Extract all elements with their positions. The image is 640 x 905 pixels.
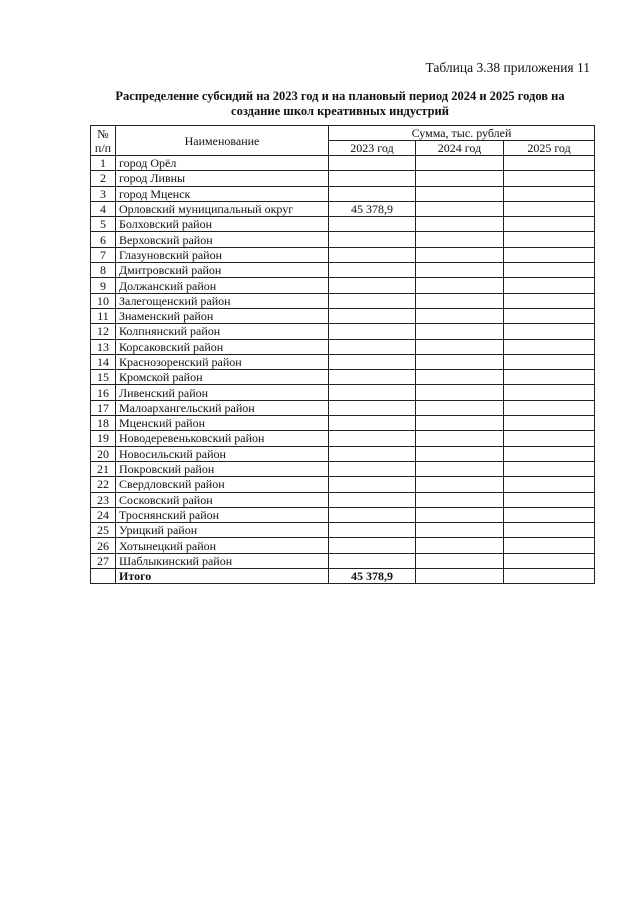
- header-num-line-1: №: [97, 126, 109, 141]
- row-value-2023: [329, 523, 416, 538]
- row-value-2025: [504, 247, 595, 262]
- row-number: 6: [91, 232, 116, 247]
- total-value-2025: [504, 569, 595, 584]
- row-value-2023: [329, 492, 416, 507]
- row-value-2024: [416, 217, 504, 232]
- row-name: Новосильский район: [116, 446, 329, 461]
- row-number: 27: [91, 553, 116, 568]
- row-name: Залегощенский район: [116, 293, 329, 308]
- row-value-2025: [504, 156, 595, 171]
- table-row: [91, 400, 595, 415]
- table-row: [91, 217, 595, 232]
- row-value-2024: [416, 416, 504, 431]
- row-value-2023: 45 378,9: [329, 201, 416, 216]
- row-value-2025: [504, 431, 595, 446]
- header-2024: 2024 год: [416, 141, 504, 156]
- row-value-2023: [329, 385, 416, 400]
- table-row: [91, 416, 595, 431]
- row-name: Урицкий район: [116, 523, 329, 538]
- table-row: [91, 385, 595, 400]
- row-value-2025: [504, 354, 595, 369]
- header-2023: 2023 год: [329, 141, 416, 156]
- row-number: 18: [91, 416, 116, 431]
- row-value-2024: [416, 263, 504, 278]
- row-value-2023: [329, 247, 416, 262]
- header-2025: 2025 год: [504, 141, 595, 156]
- row-value-2025: [504, 538, 595, 553]
- row-value-2025: [504, 324, 595, 339]
- row-number: 23: [91, 492, 116, 507]
- row-value-2023: [329, 293, 416, 308]
- row-value-2023: [329, 461, 416, 476]
- header-name: Наименование: [116, 126, 329, 156]
- table-row: [91, 278, 595, 293]
- row-value-2023: [329, 171, 416, 186]
- row-value-2024: [416, 339, 504, 354]
- row-value-2024: [416, 247, 504, 262]
- row-name: Орловский муниципальный округ: [116, 201, 329, 216]
- title-line-2: создание школ креативных индустрий: [231, 104, 449, 118]
- row-name: Кромской район: [116, 370, 329, 385]
- table-row: [91, 263, 595, 278]
- row-number: 21: [91, 461, 116, 476]
- table-row: [91, 186, 595, 201]
- row-number: 25: [91, 523, 116, 538]
- row-value-2024: [416, 446, 504, 461]
- row-name: Должанский район: [116, 278, 329, 293]
- row-value-2024: [416, 492, 504, 507]
- row-number: 15: [91, 370, 116, 385]
- table-body: [91, 156, 595, 584]
- row-name: город Орёл: [116, 156, 329, 171]
- row-value-2023: [329, 354, 416, 369]
- row-value-2023: [329, 339, 416, 354]
- row-value-2023: [329, 232, 416, 247]
- row-name: Ливенский район: [116, 385, 329, 400]
- row-value-2023: [329, 477, 416, 492]
- row-number: 13: [91, 339, 116, 354]
- total-row: [91, 569, 595, 584]
- row-value-2025: [504, 293, 595, 308]
- row-value-2024: [416, 477, 504, 492]
- row-value-2023: [329, 507, 416, 522]
- row-name: Мценский район: [116, 416, 329, 431]
- row-value-2024: [416, 538, 504, 553]
- header-sum: Сумма, тыс. рублей: [329, 126, 595, 141]
- row-value-2025: [504, 339, 595, 354]
- row-value-2025: [504, 370, 595, 385]
- table-row: [91, 553, 595, 568]
- total-value-2023: 45 378,9: [329, 569, 416, 584]
- table-row: [91, 523, 595, 538]
- row-value-2024: [416, 171, 504, 186]
- row-value-2024: [416, 156, 504, 171]
- row-value-2024: [416, 507, 504, 522]
- row-value-2025: [504, 263, 595, 278]
- row-value-2025: [504, 507, 595, 522]
- table-row: [91, 507, 595, 522]
- row-number: 22: [91, 477, 116, 492]
- table-row: [91, 201, 595, 216]
- row-value-2025: [504, 461, 595, 476]
- subsidy-table: [90, 125, 595, 584]
- row-value-2024: [416, 201, 504, 216]
- row-number: 19: [91, 431, 116, 446]
- row-value-2025: [504, 308, 595, 323]
- row-value-2023: [329, 446, 416, 461]
- row-value-2024: [416, 400, 504, 415]
- table-row: [91, 446, 595, 461]
- row-value-2023: [329, 186, 416, 201]
- row-value-2025: [504, 477, 595, 492]
- row-number: 24: [91, 507, 116, 522]
- total-label: Итого: [116, 569, 329, 584]
- row-value-2025: [504, 492, 595, 507]
- header-num: [91, 126, 116, 156]
- row-value-2025: [504, 553, 595, 568]
- row-number: 4: [91, 201, 116, 216]
- row-name: Дмитровский район: [116, 263, 329, 278]
- table-row: [91, 156, 595, 171]
- row-name: Хотынецкий район: [116, 538, 329, 553]
- row-number: 2: [91, 171, 116, 186]
- row-value-2024: [416, 324, 504, 339]
- table-row: [91, 431, 595, 446]
- row-value-2023: [329, 431, 416, 446]
- table-row: [91, 324, 595, 339]
- table-row: [91, 461, 595, 476]
- table-row: [91, 171, 595, 186]
- row-value-2024: [416, 370, 504, 385]
- table-caption: Таблица 3.38 приложения 11: [425, 60, 590, 75]
- row-value-2023: [329, 553, 416, 568]
- row-name: Краснозоренский район: [116, 354, 329, 369]
- row-value-2023: [329, 324, 416, 339]
- table-row: [91, 232, 595, 247]
- row-value-2024: [416, 293, 504, 308]
- row-name: Верховский район: [116, 232, 329, 247]
- row-value-2025: [504, 217, 595, 232]
- row-number: 9: [91, 278, 116, 293]
- row-name: Болховский район: [116, 217, 329, 232]
- row-name: Новодеревеньковский район: [116, 431, 329, 446]
- table-row: [91, 354, 595, 369]
- row-name: Знаменский район: [116, 308, 329, 323]
- row-value-2023: [329, 156, 416, 171]
- row-value-2024: [416, 461, 504, 476]
- table-row: [91, 308, 595, 323]
- table-row: [91, 477, 595, 492]
- row-number: 14: [91, 354, 116, 369]
- row-value-2023: [329, 308, 416, 323]
- row-number: 20: [91, 446, 116, 461]
- row-name: город Мценск: [116, 186, 329, 201]
- row-value-2023: [329, 538, 416, 553]
- row-name: Шаблыкинский район: [116, 553, 329, 568]
- row-value-2024: [416, 523, 504, 538]
- table-row: [91, 339, 595, 354]
- row-value-2025: [504, 201, 595, 216]
- row-value-2023: [329, 416, 416, 431]
- table-row: [91, 370, 595, 385]
- total-value-2024: [416, 569, 504, 584]
- row-value-2024: [416, 278, 504, 293]
- row-value-2023: [329, 217, 416, 232]
- row-value-2025: [504, 232, 595, 247]
- table-row: [91, 492, 595, 507]
- row-number: 7: [91, 247, 116, 262]
- row-value-2025: [504, 523, 595, 538]
- row-value-2024: [416, 308, 504, 323]
- row-name: Троснянский район: [116, 507, 329, 522]
- row-number: 26: [91, 538, 116, 553]
- row-value-2025: [504, 416, 595, 431]
- row-name: Сосковский район: [116, 492, 329, 507]
- row-value-2024: [416, 431, 504, 446]
- row-name: Малоархангельский район: [116, 400, 329, 415]
- row-value-2024: [416, 354, 504, 369]
- row-value-2024: [416, 385, 504, 400]
- row-number: 17: [91, 400, 116, 415]
- row-name: город Ливны: [116, 171, 329, 186]
- document-title: [90, 89, 590, 119]
- row-name: Корсаковский район: [116, 339, 329, 354]
- row-value-2023: [329, 278, 416, 293]
- row-value-2025: [504, 186, 595, 201]
- header-num-line-2: п/п: [94, 140, 112, 155]
- table-row: [91, 293, 595, 308]
- row-value-2025: [504, 400, 595, 415]
- row-value-2024: [416, 232, 504, 247]
- row-number: 16: [91, 385, 116, 400]
- title-line-1: Распределение субсидий на 2023 год и на плановый период 2024 и 2025 годов на: [115, 89, 565, 103]
- row-value-2025: [504, 278, 595, 293]
- row-number: 10: [91, 293, 116, 308]
- total-number: [91, 569, 116, 584]
- row-value-2024: [416, 553, 504, 568]
- row-number: 12: [91, 324, 116, 339]
- row-value-2023: [329, 400, 416, 415]
- row-value-2024: [416, 186, 504, 201]
- row-value-2023: [329, 263, 416, 278]
- row-number: 3: [91, 186, 116, 201]
- row-name: Покровский район: [116, 461, 329, 476]
- row-name: Свердловский район: [116, 477, 329, 492]
- row-value-2025: [504, 385, 595, 400]
- row-number: 11: [91, 308, 116, 323]
- row-number: 5: [91, 217, 116, 232]
- header-row-1: [91, 126, 595, 141]
- row-value-2025: [504, 171, 595, 186]
- row-name: Колпнянский район: [116, 324, 329, 339]
- table-row: [91, 247, 595, 262]
- row-value-2025: [504, 446, 595, 461]
- row-number: 1: [91, 156, 116, 171]
- table-row: [91, 538, 595, 553]
- row-number: 8: [91, 263, 116, 278]
- row-name: Глазуновский район: [116, 247, 329, 262]
- row-value-2023: [329, 370, 416, 385]
